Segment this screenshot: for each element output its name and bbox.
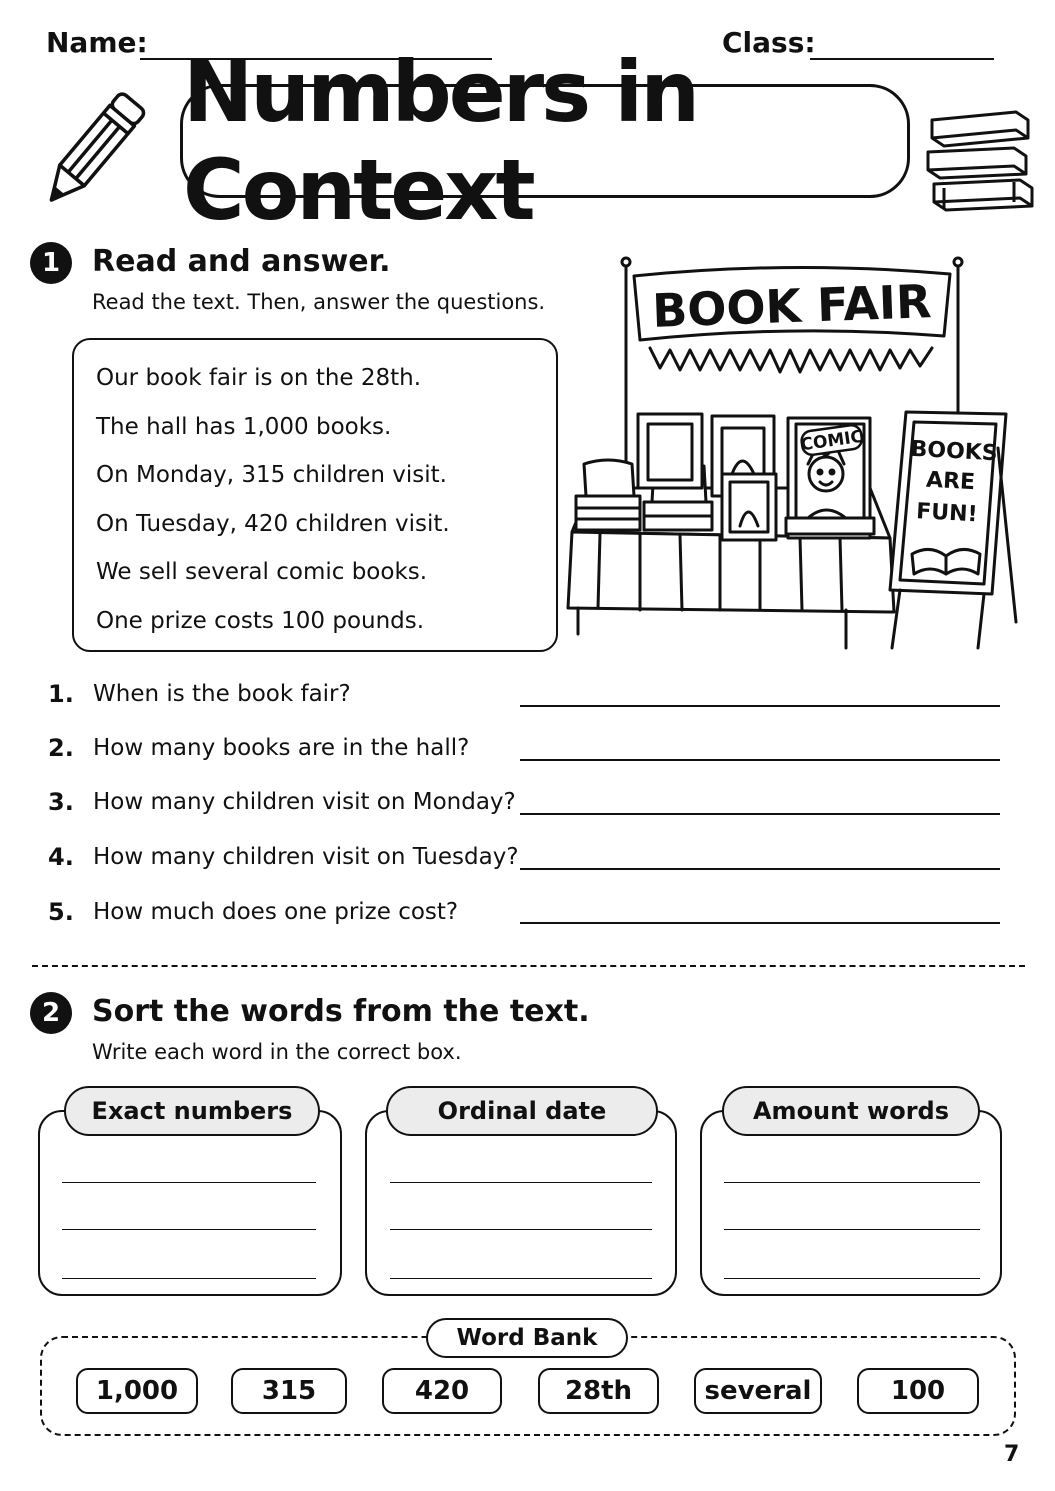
sort-box-amount-words <box>700 1110 1002 1296</box>
write-line[interactable] <box>724 1229 980 1230</box>
class-label: Class: <box>722 26 816 59</box>
sort-box-exact-numbers <box>38 1110 342 1296</box>
sort-box-label: Amount words <box>722 1086 980 1136</box>
sort-box-ordinal-date <box>365 1110 677 1296</box>
write-line[interactable] <box>390 1182 652 1183</box>
section-divider <box>32 965 1025 967</box>
reading-text-box <box>72 338 558 652</box>
text-line: The hall has 1,000 books. <box>96 413 392 440</box>
section-1-subtitle: Read the text. Then, answer the questions. <box>92 290 546 314</box>
question-number: 4. <box>48 843 74 871</box>
comic-label: COMIC <box>799 426 865 456</box>
sign-line: FUN! <box>915 499 979 528</box>
answer-line[interactable] <box>520 922 1000 924</box>
text-line: One prize costs 100 pounds. <box>96 607 425 634</box>
answer-line[interactable] <box>520 813 1000 815</box>
question-text: How much does one prize cost? <box>93 899 459 925</box>
answer-line[interactable] <box>520 759 1000 761</box>
sign-line: BOOKS <box>909 436 999 467</box>
question-number: 1. <box>48 680 74 708</box>
answer-line[interactable] <box>520 868 1000 870</box>
answer-line[interactable] <box>520 705 1000 707</box>
word-bank-title: Word Bank <box>426 1318 628 1358</box>
write-line[interactable] <box>724 1182 980 1183</box>
sort-box-label: Exact numbers <box>64 1086 320 1136</box>
name-label: Name: <box>46 26 148 59</box>
book-fair-illustration <box>560 252 1030 654</box>
word-chip[interactable]: 28th <box>538 1368 659 1414</box>
question-number: 2. <box>48 734 74 762</box>
word-chip[interactable]: 315 <box>231 1368 347 1414</box>
write-line[interactable] <box>62 1182 316 1183</box>
page-title: Numbers in Context <box>180 84 910 198</box>
question-text: How many children visit on Tuesday? <box>93 844 519 870</box>
text-line: Our book fair is on the 28th. <box>96 365 422 391</box>
write-line[interactable] <box>724 1278 980 1279</box>
page-number: 7 <box>1004 1442 1020 1467</box>
section-2-title: Sort the words from the text. <box>92 994 590 1029</box>
books-stack-icon <box>924 108 1036 216</box>
text-line: On Monday, 315 children visit. <box>96 462 447 488</box>
question-text: How many books are in the hall? <box>93 735 470 761</box>
word-chip[interactable]: 420 <box>382 1368 502 1414</box>
sign-line: ARE <box>925 467 976 496</box>
word-chip[interactable]: 1,000 <box>76 1368 198 1414</box>
question-text: When is the book fair? <box>93 681 351 707</box>
question-number: 3. <box>48 788 74 816</box>
section-2-subtitle: Write each word in the correct box. <box>92 1040 462 1064</box>
sort-box-label: Ordinal date <box>386 1086 658 1136</box>
section-2-number: 2 <box>30 992 72 1034</box>
word-chip[interactable]: several <box>694 1368 822 1414</box>
write-line[interactable] <box>390 1278 652 1279</box>
pencil-icon <box>34 90 146 218</box>
write-line[interactable] <box>62 1278 316 1279</box>
section-1-number: 1 <box>30 242 72 284</box>
write-line[interactable] <box>390 1229 652 1230</box>
word-chip[interactable]: 100 <box>857 1368 979 1414</box>
write-line[interactable] <box>62 1229 316 1230</box>
text-line: We sell several comic books. <box>96 559 428 585</box>
question-text: How many children visit on Monday? <box>93 789 516 815</box>
question-number: 5. <box>48 898 74 926</box>
section-1-title: Read and answer. <box>92 244 391 279</box>
text-line: On Tuesday, 420 children visit. <box>96 510 450 537</box>
banner-text: BOOK FAIR <box>651 274 933 338</box>
